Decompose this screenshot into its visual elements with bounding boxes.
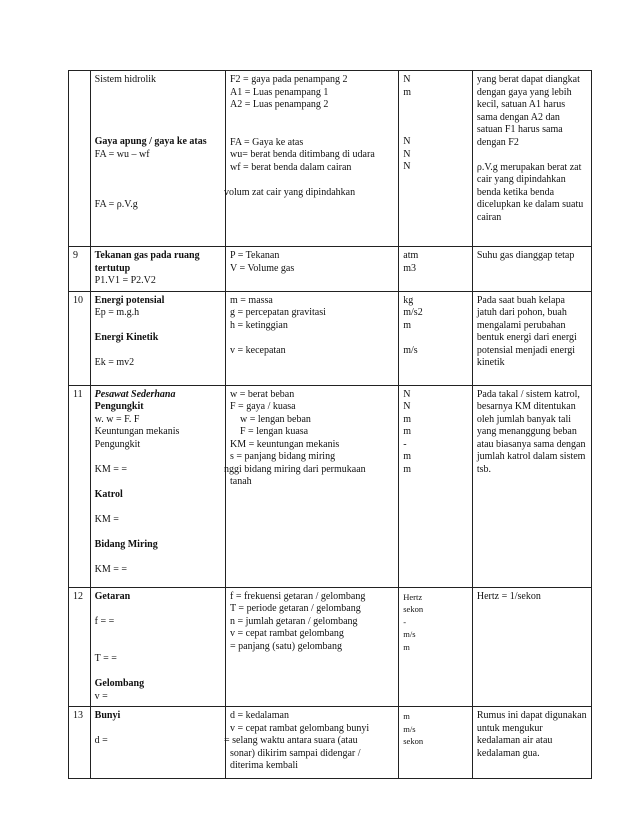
symbol-line: nggi bidang miring dari permukaan [224, 463, 366, 475]
symbol-line: wf = berat benda dalam cairan [230, 161, 352, 173]
unit-line: m [403, 451, 412, 462]
symbol-line: tanah [230, 476, 252, 487]
unit-cell [399, 247, 473, 292]
symbol-cell [226, 247, 399, 292]
formula-heading: Gaya apung / gaya ke atas [94, 136, 207, 147]
formula-heading: Getaran [94, 590, 131, 602]
formula-heading: Tekanan gas pada ruang tertutup [94, 250, 200, 274]
unit-line: sekon [403, 736, 424, 746]
unit-line: N [403, 148, 411, 160]
row-number: 12 [69, 587, 91, 707]
symbol-cell [226, 71, 399, 247]
note-cell [472, 707, 591, 779]
symbol-line: volum zat cair yang dipindahkan [224, 186, 356, 198]
table-row [69, 385, 592, 587]
table-row [69, 291, 592, 385]
symbol-line: A1 = Luas penampang 1 [230, 86, 329, 98]
unit-line: N [403, 74, 411, 85]
symbol-line: v = cepat rambat gelombang [230, 628, 344, 639]
row-number [69, 71, 91, 247]
symbol-line: F2 = gaya pada penampang 2 [230, 74, 348, 85]
symbol-line: FA = Gaya ke atas [230, 136, 304, 148]
table-row [69, 71, 592, 247]
formula-heading: Gelombang [94, 678, 145, 689]
unit-line: m [403, 463, 412, 475]
formula-line: KM = = [94, 563, 128, 575]
symbol-cell [226, 587, 399, 707]
symbol-line: w = berat beban [230, 388, 295, 400]
unit-cell [399, 71, 473, 247]
symbol-cell [226, 291, 399, 385]
unit-line: m [403, 319, 412, 331]
row-number: 9 [69, 247, 91, 292]
formula-line: v = [94, 690, 108, 702]
formula-line: f = = [94, 615, 115, 627]
row-number: 10 [69, 291, 91, 385]
unit-line: m [403, 413, 412, 425]
formula-line: d = [94, 735, 108, 746]
row-number: 11 [69, 385, 91, 587]
symbol-line: h = ketinggian [230, 319, 288, 331]
formula-line: Keuntungan mekanis Pengungkit [94, 426, 180, 450]
formula-line: w. w = F. F [94, 413, 140, 425]
note-cell [472, 385, 591, 587]
formula-line: Ep = m.g.h [94, 307, 140, 318]
formula-heading: Bunyi [94, 710, 121, 721]
symbol-line: v = kecepatan [230, 344, 286, 356]
symbol-line: s = panjang bidang miring [230, 451, 336, 462]
unit-line: - [403, 616, 407, 627]
unit-line: atm [403, 250, 419, 261]
unit-line: m [403, 711, 410, 721]
symbol-line: T = periode getaran / gelombang [230, 603, 361, 614]
symbol-line: f = frekuensi getaran / gelombang [230, 590, 366, 602]
unit-line: m/s [403, 723, 416, 734]
unit-line: sekon [403, 604, 424, 614]
symbol-line: m = massa [230, 294, 273, 306]
note-cell [472, 71, 591, 247]
formula-cell [90, 707, 225, 779]
note-text: Hertz = 1/sekon [476, 590, 541, 602]
symbol-line: V = Volume gas [230, 262, 295, 274]
formula-heading: Energi potensial [94, 294, 165, 306]
formula-heading: Pengungkit [94, 401, 144, 412]
symbol-line: = selang waktu antara suara (atau [224, 735, 358, 746]
unit-cell [399, 291, 473, 385]
unit-cell [399, 385, 473, 587]
note-text: Suhu gas dianggap tetap [476, 250, 575, 261]
note-cell [472, 291, 591, 385]
unit-line: m/s [403, 344, 418, 356]
note-cell [472, 587, 591, 707]
formula-cell [90, 385, 225, 587]
note-text: Pada takal / sistem katrol, besarnya KM ditentukan oleh jumlah banyak tali yang menanggung beban atau biasanya sama dengan jumlah katrol dalam sistem tsb. [476, 388, 586, 475]
formula-cell [90, 247, 225, 292]
symbol-line: d = kedalaman [230, 710, 289, 721]
formula-heading: Pesawat Sederhana [94, 388, 176, 400]
unit-cell [399, 707, 473, 779]
formula-cell [90, 587, 225, 707]
symbol-line: g = percepatan gravitasi [230, 307, 326, 318]
symbol-line: = panjang (satu) gelombang [230, 640, 342, 652]
unit-line: N [403, 401, 411, 412]
formula-cell [90, 291, 225, 385]
unit-line: m [403, 641, 410, 652]
formula-line: T = = [94, 653, 117, 664]
symbol-line: w = lengan beban [240, 413, 311, 425]
note-text: Rumus ini dapat digunakan untuk mengukur kedalaman air atau kedalaman gua. [476, 710, 587, 759]
symbol-line: P = Tekanan [230, 250, 280, 261]
row-number: 13 [69, 707, 91, 779]
symbol-line: F = lengan kuasa [240, 426, 309, 437]
formula-line: P1.V1 = P2.V2 [94, 275, 156, 286]
symbol-cell [226, 707, 399, 779]
unit-line: m3 [403, 262, 417, 274]
symbol-line: F = gaya / kuasa [230, 401, 296, 412]
formula-cell [90, 71, 225, 247]
formula-heading: Katrol [94, 488, 123, 500]
symbol-line: n = jumlah getaran / gelombang [230, 615, 358, 627]
unit-line: m/s [403, 629, 416, 639]
unit-line: Hertz [403, 591, 423, 602]
symbol-line: A2 = Luas penampang 2 [230, 99, 329, 110]
symbol-line: sonar) dikirim sampai didengar / [230, 747, 361, 759]
formula-heading: Bidang Miring [94, 538, 158, 550]
formula-line: KM = [94, 513, 119, 525]
formula-line: FA = wu – wf [94, 148, 150, 160]
formula-table [68, 70, 592, 779]
table-row [69, 587, 592, 707]
unit-line: m [403, 426, 412, 437]
unit-line: N [403, 161, 411, 172]
unit-line: N [403, 136, 411, 147]
unit-line: - [403, 438, 407, 450]
note-cell [472, 247, 591, 292]
formula-line: Sistem hidrolik [94, 74, 157, 85]
unit-line: kg [403, 294, 414, 306]
table-row [69, 247, 592, 292]
formula-line: KM = = [94, 463, 128, 475]
formula-heading: Energi Kinetik [94, 332, 159, 343]
formula-line: Ek = mv2 [94, 357, 135, 368]
unit-cell [399, 587, 473, 707]
note-text: Pada saat buah kelapa jatuh dari pohon, buah mengalami perubahan bentuk energi dari energi potensial menjadi energi kinetik [476, 294, 577, 368]
unit-line: m [403, 86, 412, 98]
unit-line: N [403, 388, 411, 400]
symbol-line: v = cepat rambat gelombang bunyi [230, 722, 370, 734]
symbol-line: diterima kembali [230, 760, 299, 771]
symbol-cell [226, 385, 399, 587]
formula-line: FA = ρ.V.g [94, 198, 138, 210]
symbol-line: KM = keuntungan mekanis [230, 438, 340, 450]
symbol-line: wu= berat benda ditimbang di udara [230, 149, 375, 160]
note-text: yang berat dapat diangkat dengan gaya yang lebih kecil, satuan A1 harus sama dengan A2 dan satuan F1 harus sama dengan F2 ρ.V.g merupakan berat zat cair yang dipindahkan benda ketika benda dicelupkan ke dalam suatu cairan [476, 74, 584, 223]
table-row [69, 707, 592, 779]
unit-line: m/s2 [403, 307, 423, 318]
